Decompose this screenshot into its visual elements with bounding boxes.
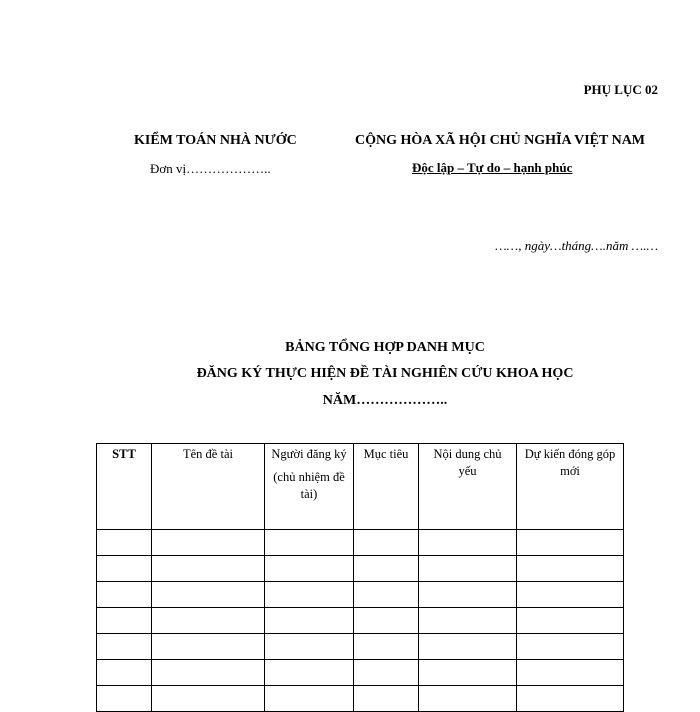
table-cell[interactable] (517, 608, 624, 634)
table-cell[interactable] (354, 556, 419, 582)
table-cell[interactable] (152, 556, 265, 582)
table-cell[interactable] (97, 660, 152, 686)
table-cell[interactable] (265, 686, 354, 712)
header-stt: STT (97, 444, 152, 530)
table-row (97, 686, 624, 712)
table-cell[interactable] (354, 660, 419, 686)
table-cell[interactable] (517, 686, 624, 712)
table-cell[interactable] (517, 660, 624, 686)
table-cell[interactable] (97, 608, 152, 634)
table-cell[interactable] (354, 686, 419, 712)
table-cell[interactable] (517, 530, 624, 556)
appendix-label: PHỤ LỤC 02 (583, 82, 658, 97)
header-registrant (265, 444, 354, 530)
table-cell[interactable] (354, 634, 419, 660)
table-row (97, 530, 624, 556)
table-cell[interactable] (265, 530, 354, 556)
table-row (97, 608, 624, 634)
table-cell[interactable] (97, 634, 152, 660)
table-cell[interactable] (97, 582, 152, 608)
table-cell[interactable] (419, 582, 517, 608)
table-cell[interactable] (354, 530, 419, 556)
organization-name: KIỂM TOÁN NHÀ NƯỚC (134, 133, 297, 148)
table-cell[interactable] (152, 582, 265, 608)
document-title-line-2: ĐĂNG KÝ THỰC HIỆN ĐỀ TÀI NGHIÊN CỨU KHOA HỌC (196, 366, 574, 381)
date-line: ……, ngày…tháng….năm ….… (495, 238, 658, 253)
table-cell[interactable] (152, 686, 265, 712)
header-objective: Mục tiêu (354, 444, 419, 530)
table-cell[interactable] (265, 556, 354, 582)
table-cell[interactable] (419, 686, 517, 712)
table-row (97, 556, 624, 582)
table-cell[interactable] (152, 530, 265, 556)
table-cell[interactable] (265, 582, 354, 608)
table-cell[interactable] (419, 608, 517, 634)
table-row (97, 634, 624, 660)
table-row (97, 660, 624, 686)
table-cell[interactable] (152, 634, 265, 660)
header-main-content: Nội dung chủ yếu (419, 444, 517, 530)
table-cell[interactable] (419, 634, 517, 660)
header-topic-name: Tên đề tài (152, 444, 265, 530)
table-cell[interactable] (354, 608, 419, 634)
table-cell[interactable] (152, 660, 265, 686)
table-cell[interactable] (419, 660, 517, 686)
document-title-line-3: NĂM……………….. (322, 393, 448, 408)
table-cell[interactable] (419, 556, 517, 582)
table-cell[interactable] (97, 686, 152, 712)
unit-line: Đơn vị……………….. (150, 161, 271, 176)
document-title-line-1: BẢNG TỔNG HỢP DANH MỤC (285, 340, 485, 355)
table-header-row (97, 444, 624, 530)
table-cell[interactable] (265, 634, 354, 660)
table-cell[interactable] (152, 608, 265, 634)
table-row (97, 582, 624, 608)
table-cell[interactable] (517, 634, 624, 660)
registration-table (96, 443, 624, 712)
header-registrant-sub: (chủ nhiệm đề tài) (273, 470, 345, 501)
table-cell[interactable] (265, 660, 354, 686)
table-cell[interactable] (97, 530, 152, 556)
table-cell[interactable] (517, 582, 624, 608)
table-body (97, 530, 624, 712)
table-cell[interactable] (265, 608, 354, 634)
national-title: CỘNG HÒA XÃ HỘI CHỦ NGHĨA VIỆT NAM (355, 133, 646, 148)
table-cell[interactable] (517, 556, 624, 582)
header-registrant-label: Người đăng ký (271, 447, 347, 461)
table-cell[interactable] (354, 582, 419, 608)
table-cell[interactable] (419, 530, 517, 556)
national-motto: Độc lập – Tự do – hạnh phúc (412, 160, 573, 175)
table-cell[interactable] (97, 556, 152, 582)
header-expected-contribution: Dự kiến đóng góp mới (517, 444, 624, 530)
